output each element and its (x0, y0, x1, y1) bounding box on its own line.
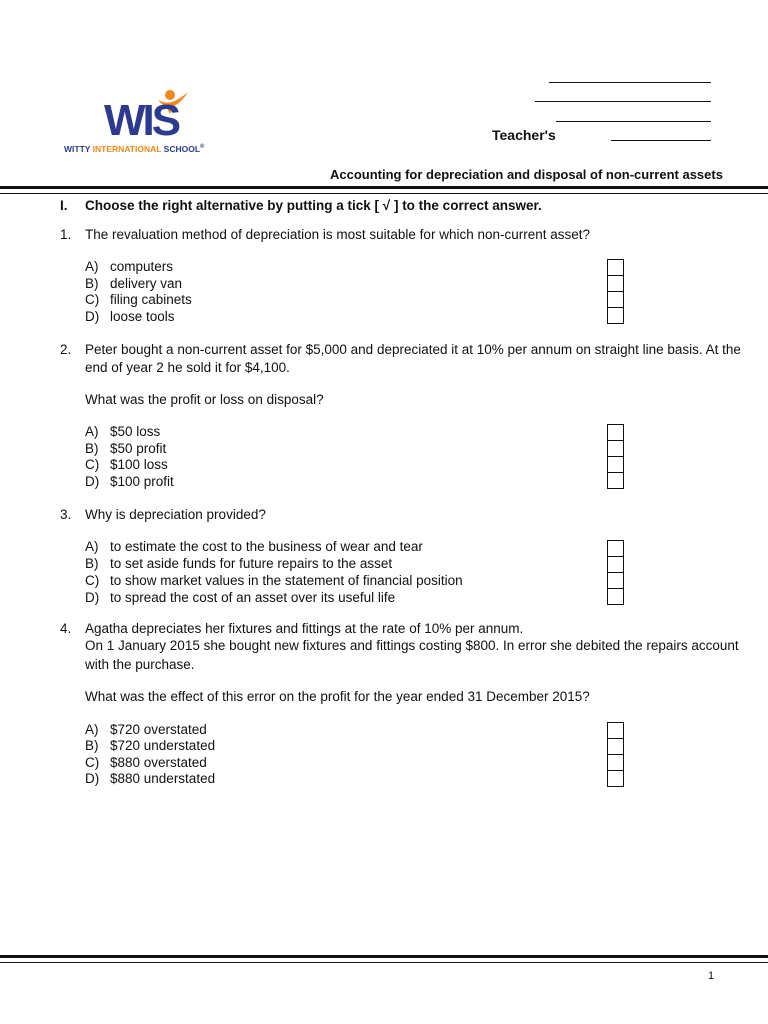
option-text: computers (110, 259, 174, 274)
question-prompt: What was the effect of this error on the profit for the year ended 31 December 2015? (85, 689, 590, 704)
option-letter: B) (85, 556, 99, 571)
question-text: Agatha depreciates her fixtures and fittings at the rate of 10% per annum. (85, 621, 524, 636)
option-letter: B) (85, 276, 99, 291)
option-letter: A) (85, 539, 99, 554)
answer-checkbox[interactable] (607, 291, 624, 308)
option-letter: C) (85, 292, 100, 307)
option-text: $100 loss (110, 457, 168, 472)
answer-checkbox[interactable] (607, 722, 624, 739)
option-text: $50 profit (110, 441, 167, 456)
option-text: $880 understated (110, 771, 216, 786)
answer-checkbox[interactable] (607, 556, 624, 573)
topic-title: Accounting for depreciation and disposal of non-current assets (330, 167, 723, 182)
answer-checkbox[interactable] (607, 540, 624, 557)
option-text: to spread the cost of an asset over its useful life (110, 590, 396, 605)
option-letter: C) (85, 755, 100, 770)
answer-checkbox[interactable] (607, 738, 624, 755)
footer-rule-thin (0, 962, 768, 963)
question-text: On 1 January 2015 she bought new fixtures and fittings costing $800. In error she debited the repairs account (85, 638, 739, 653)
option-letter: A) (85, 259, 99, 274)
option-text: to estimate the cost to the business of wear and tear (110, 539, 423, 554)
option-letter: C) (85, 573, 100, 588)
answer-checkbox[interactable] (607, 424, 624, 441)
option-text: filing cabinets (110, 292, 192, 307)
section-number: I. (60, 198, 68, 213)
question-text: end of year 2 he sold it for $4,100. (85, 360, 290, 375)
logo-letters: WIS (104, 96, 179, 145)
question-text: The revaluation method of depreciation is most suitable for which non-current asset? (85, 227, 591, 242)
option-letter: B) (85, 738, 99, 753)
question-number: 4. (60, 621, 72, 636)
answer-checkbox[interactable] (607, 275, 624, 292)
question-prompt: What was the profit or loss on disposal? (85, 392, 324, 407)
option-letter: D) (85, 771, 100, 786)
answer-checkbox[interactable] (607, 259, 624, 276)
answer-checkbox[interactable] (607, 456, 624, 473)
option-text: to set aside funds for future repairs to the asset (110, 556, 393, 571)
option-letter: B) (85, 441, 99, 456)
question-number: 1. (60, 227, 72, 242)
teacher-label: Teacher's (492, 127, 556, 143)
option-text: delivery van (110, 276, 183, 291)
option-text: loose tools (110, 309, 175, 324)
option-text: $720 overstated (110, 722, 207, 737)
option-letter: C) (85, 457, 100, 472)
answer-checkbox[interactable] (607, 770, 624, 787)
question-text: with the purchase. (85, 657, 195, 672)
answer-checkbox[interactable] (607, 440, 624, 457)
option-text: to show market values in the statement of financial position (110, 573, 463, 588)
option-text: $880 overstated (110, 755, 207, 770)
page-number: 1 (708, 970, 715, 982)
answer-checkbox[interactable] (607, 572, 624, 589)
option-text: $100 profit (110, 474, 174, 489)
footer-rule-thick (0, 955, 768, 958)
answer-checkbox[interactable] (607, 472, 624, 489)
option-letter: D) (85, 590, 100, 605)
answer-checkbox[interactable] (607, 588, 624, 605)
question-text: Why is depreciation provided? (85, 507, 266, 522)
school-logo (60, 88, 240, 158)
teacher-blank-line (611, 140, 711, 141)
answer-checkbox[interactable] (607, 307, 624, 324)
header-rule-thin (0, 193, 768, 194)
option-letter: A) (85, 722, 99, 737)
class-blank-line (535, 101, 711, 102)
option-letter: D) (85, 309, 100, 324)
question-text: Peter bought a non-current asset for $5,000 and depreciated it at 10% per annum on straight line basis. At the (85, 342, 741, 357)
logo-school-name: WITTY INTERNATIONAL SCHOOL® (64, 143, 205, 154)
option-text: $50 loss (110, 424, 161, 439)
date-blank-line (556, 121, 711, 122)
option-letter: D) (85, 474, 100, 489)
option-letter: A) (85, 424, 99, 439)
section-instruction: Choose the right alternative by putting a tick [ √ ] to the correct answer. (85, 198, 542, 213)
question-number: 3. (60, 507, 72, 522)
question-number: 2. (60, 342, 72, 357)
header-rule-thick (0, 186, 768, 189)
option-text: $720 understated (110, 738, 216, 753)
name-blank-line (549, 82, 711, 83)
answer-checkbox[interactable] (607, 754, 624, 771)
